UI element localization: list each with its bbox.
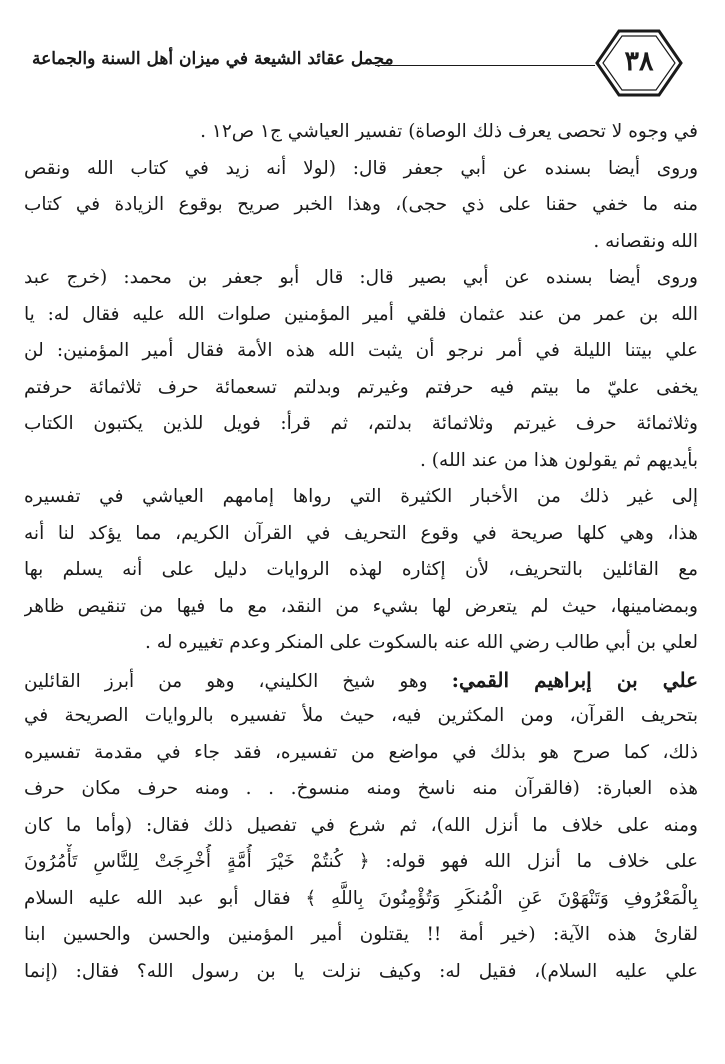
text-line	[24, 844, 698, 881]
line-text: منه ما خفي حقنا على ذي حجى)، وهذا الخبر صريح بوقوع الزيادة في كتاب	[24, 194, 698, 215]
text-line	[24, 917, 698, 954]
line-text: مع القائلين بالتحريف، لأن إكثاره لهذه الروايات دليل على أنه يسلم بها	[24, 559, 698, 580]
page-number-badge	[593, 28, 685, 98]
line-text: هذه العبارة: (فالقرآن منه ناسخ ومنه منسوخ. . . ومنه حرف مكان حرف	[24, 778, 698, 799]
line-text: بأيديهم ثم يقولون هذا من عند الله) .	[420, 449, 698, 471]
text-line	[24, 333, 698, 370]
text-line	[24, 370, 698, 407]
text-line	[24, 297, 698, 334]
line-text: على خلاف ما أنزل الله فهو قوله: ﴿ كُنتُمْ خَيْرَ أُمَّةٍ أُخْرِجَتْ لِلنَّاسِ تَأْمُرُونَ	[24, 851, 698, 872]
text-line	[24, 771, 698, 808]
line-text: بتحريف القرآن، ومن المكثرين فيه، حيث ملأ تفسيره بالروايات الصريحة في	[24, 705, 698, 726]
text-line	[24, 187, 698, 224]
line-text: لقارئ هذه الآية: (خير أمة !! يقتلون أمير المؤمنين والحسن والحسين ابنا	[24, 924, 698, 945]
line-text: يخفى عليّ ما بيتم فيه حرفتم وغيرتم وبدلتم تسعمائة حرف ثلاثمائة حرفتم	[24, 376, 698, 398]
line-text: وروى أيضا بسنده عن أبي جعفر قال: (لولا أنه زيد في كتاب الله ونقص	[24, 157, 698, 179]
line-text: وهو شيخ الكليني، وهو من أبرز القائلين	[24, 670, 428, 692]
text-line	[24, 954, 698, 991]
line-text: هذا، وهي كلها صريحة في وقوع التحريف في القرآن الكريم، مما يؤكد لنا أنه	[24, 522, 698, 544]
text-line	[24, 406, 698, 443]
header-title: مجمل عقائد الشيعة في ميزان أهل السنة والجماعة	[32, 49, 394, 69]
line-text: لعلي بن أبي طالب رضي الله عنه بالسكوت على المنكر وعدم تغييره له .	[145, 632, 698, 653]
text-line	[24, 260, 698, 297]
text-line	[24, 151, 698, 188]
body-text	[24, 114, 698, 990]
text-line	[24, 625, 698, 662]
line-text: الله بن عمر من عند عثمان فلقي أمير المؤمنين صلوات الله عليه فقال له: يا	[24, 303, 698, 325]
section-lead: علي بن إبراهيم القمي:	[451, 667, 698, 692]
text-line	[24, 443, 698, 480]
line-text: وثلاثمائة حرف غيرتم وثلاثمائة بدلتم، ثم قرأ: فويل للذين يكتبون الكتاب	[24, 413, 698, 434]
text-line	[24, 516, 698, 553]
line-text: علي بيتنا الليلة في أمر نرجو أن يثبت الله هذه الأمة فقال أمير المؤمنين: لن	[24, 340, 698, 361]
text-line	[24, 735, 698, 772]
line-text: إلى غير ذلك من الأخبار الكثيرة التي رواها إمامهم العياشي في تفسيره	[24, 486, 698, 507]
text-line	[24, 662, 698, 699]
line-text: ومنه على خلاف ما أنزل الله)، ثم شرع في تفصيل ذلك فقال: (وأما ما كان	[24, 814, 698, 836]
text-line	[24, 114, 698, 151]
page-number: ٣٨	[624, 46, 654, 77]
text-line	[24, 479, 698, 516]
line-text: وروى أيضا بسنده عن أبي بصير قال: قال أبو جعفر بن محمد: (خرج عبد	[24, 267, 698, 288]
line-text: علي عليه السلام)، فقيل له: وكيف نزلت يا بن رسول الله؟ فقال: (إنما	[24, 960, 698, 982]
running-header	[20, 28, 705, 98]
text-line	[24, 808, 698, 845]
line-text: الله ونقصانه .	[593, 230, 698, 252]
text-line	[24, 881, 698, 918]
line-text: بِالْمَعْرُوفِ وَتَنْهَوْنَ عَنِ الْمُنكَرِ وَتُؤْمِنُونَ بِاللَّهِ ﴾ فقال أبو عبد الله عليه السلام	[24, 887, 698, 909]
line-text: في وجوه لا تحصى يعرف ذلك الوصاة) تفسير العياشي ج١ ص١٢ .	[200, 121, 698, 142]
text-line	[24, 552, 698, 589]
text-line	[24, 224, 698, 261]
line-text: ذلك، كما صرح هو بذلك في مواضع من تفسيره، فقد جاء في مقدمة تفسيره	[24, 741, 698, 763]
line-text: وبمضامينها، حيث لم يتعرض لها بشيء من النقد، مع ما فيها من تنقيص ظاهر	[24, 595, 698, 617]
text-line	[24, 698, 698, 735]
text-line	[24, 589, 698, 626]
header-rule	[375, 65, 595, 66]
